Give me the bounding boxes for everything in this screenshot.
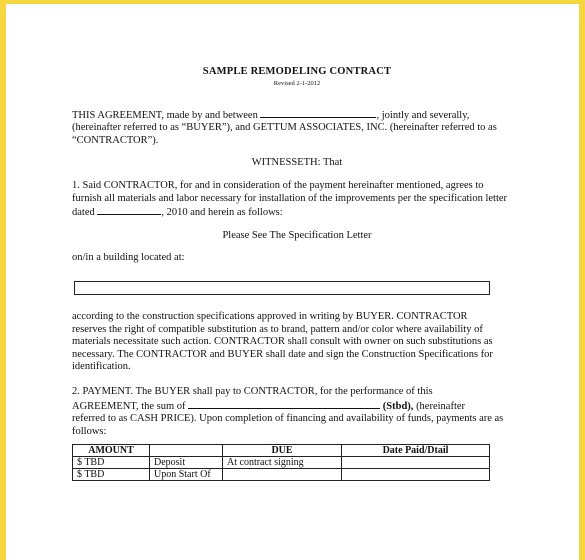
row2-type: Upon Start Of	[150, 469, 223, 481]
payment-schedule-table	[72, 444, 490, 481]
building-location-label: on/in a building located at:	[72, 252, 185, 264]
payment-line4: follows:	[72, 425, 107, 437]
payment-paragraph	[72, 386, 522, 438]
para2-line1: according to the construction specifications approved in writing by BUYER. CONTRACTOR	[72, 310, 468, 322]
para2-line4: necessary. The CONTRACTOR and BUYER shall date and sign the Construction Specifications for	[72, 348, 493, 360]
agreement-paragraph	[72, 108, 522, 148]
table-row	[73, 457, 490, 469]
row1-type: Deposit	[150, 457, 223, 469]
payment-line1: 2. PAYMENT. The BUYER shall pay to CONTRACTOR, for the performance of this	[72, 385, 433, 397]
payment-line3: referred to as CASH PRICE). Upon completion of financing and availability of funds, payments are as	[72, 413, 504, 425]
building-address-field[interactable]	[74, 281, 490, 295]
header-amount: AMOUNT	[73, 445, 150, 457]
para2-line5: identification.	[72, 361, 131, 373]
spec-date-blank[interactable]	[97, 205, 161, 215]
contract-document	[72, 66, 522, 481]
para1-line1: 1. Said CONTRACTOR, for and in consideration of the payment hereinafter mentioned, agrees to	[72, 179, 484, 191]
para1-dated-prefix: dated	[72, 207, 95, 219]
agreement-line2: (hereinafter referred to as “BUYER”), and GETTUM ASSOCIATES, INC. (hereinafter referred to as	[72, 122, 497, 134]
sum-amount-blank[interactable]	[188, 399, 380, 409]
buyer-name-blank[interactable]	[260, 108, 376, 118]
row2-amount: $ TBD	[73, 469, 150, 481]
agreement-prefix: THIS AGREEMENT, made by and between	[72, 109, 258, 121]
paragraph-1	[72, 180, 522, 220]
payment-line2-prefix: AGREEMENT, the sum of	[72, 400, 186, 412]
payment-line2-suffix: (hereinafter	[416, 400, 466, 412]
row1-date-paid[interactable]	[342, 457, 490, 469]
row1-amount: $ TBD	[73, 457, 150, 469]
table-header-row	[73, 445, 490, 457]
document-title: SAMPLE REMODELING CONTRACT	[202, 66, 392, 77]
witnesseth-heading: WITNESSETH: That	[251, 157, 343, 169]
document-page	[6, 4, 579, 560]
para1-dated-suffix: , 2010 and herein as follows:	[161, 207, 283, 219]
stbd-label: (Stbd),	[382, 400, 414, 412]
header-date-paid: Date Paid/Dtail	[342, 445, 490, 457]
table-row	[73, 469, 490, 481]
header-blank	[150, 445, 223, 457]
revised-date: Revised 2-1-2012	[273, 79, 321, 87]
row2-date-paid[interactable]	[342, 469, 490, 481]
paragraph-specifications	[72, 311, 522, 374]
agreement-line3: “CONTRACTOR”).	[72, 134, 159, 146]
para2-line2: reserves the right of compatible substitution as to brand, pattern and/or color where availability of	[72, 323, 483, 335]
para1-line2: furnish all materials and labor necessary for installation of the improvements per the specification letter	[72, 192, 508, 204]
row1-due: At contract signing	[223, 457, 342, 469]
spec-letter-note: Please See The Specification Letter	[222, 229, 372, 241]
agreement-suffix: , jointly and severally,	[376, 109, 470, 121]
header-due: DUE	[223, 445, 342, 457]
row2-due	[223, 469, 342, 481]
para2-line3: materials necessitate such action. CONTRACTOR shall consult with owner on such substitutions as	[72, 336, 493, 348]
